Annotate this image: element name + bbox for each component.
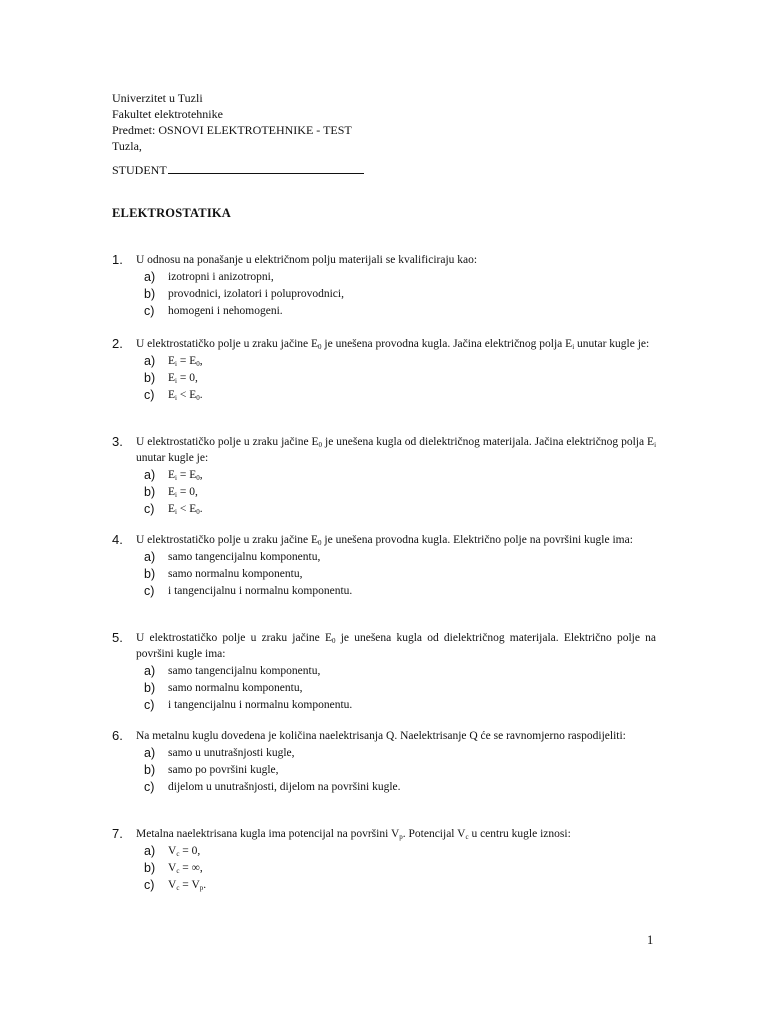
option-text: $V_c = 0$, [168, 845, 201, 858]
option-text: $V_c = V_p$. [168, 879, 207, 892]
question-text: U elektrostatičko polje u zraku jačine $E_0$ je unešena provodna kugla. Jačina električnog polja $E_i$ unutar kugle je: [136, 338, 650, 351]
option-label: a) [144, 746, 156, 760]
question-number: 7. [112, 826, 123, 841]
question-5 [112, 630, 656, 714]
option-text: samo normalnu komponentu, [168, 682, 303, 694]
option-label: a) [144, 468, 156, 482]
answer-options [144, 269, 656, 320]
faculty-name: Fakultet elektrotehnike [112, 107, 223, 121]
question-4 [112, 532, 656, 600]
answer-option [144, 779, 656, 796]
answer-option [144, 697, 656, 714]
question-number: 6. [112, 728, 123, 743]
option-label: c) [144, 584, 155, 598]
answer-option [144, 680, 656, 697]
university-name: Univerzitet u Tuzli [112, 91, 203, 105]
option-text: samo tangencijalnu komponentu, [168, 551, 321, 563]
question-number: 1. [112, 252, 123, 267]
option-text: samo po površini kugle, [168, 764, 279, 776]
answer-options [144, 467, 656, 518]
question-text: Metalna naelektrisana kugla ima potencijal na površini $V_p$. Potencijal $V_c$ u centru kugle iznosi: [136, 828, 571, 841]
student-name-blank [168, 162, 364, 174]
option-text: $E_i < E_0$. [168, 389, 203, 402]
option-label: b) [144, 763, 156, 777]
option-text: $E_i = 0$, [168, 372, 198, 385]
question-text: U elektrostatičko polje u zraku jačine $E_0$ je unešena provodna kugla. Električno polje na površini kugle ima: [136, 534, 633, 547]
answer-option [144, 353, 656, 370]
question-7 [112, 826, 656, 894]
answer-option [144, 303, 656, 320]
option-label: b) [144, 287, 156, 301]
answer-option [144, 286, 656, 303]
answer-option [144, 860, 656, 877]
question-3 [112, 434, 656, 518]
answer-option [144, 745, 656, 762]
question-1 [112, 252, 656, 320]
option-text: $V_c$ = ∞, [168, 862, 203, 875]
answer-option [144, 877, 656, 894]
option-label: a) [144, 844, 156, 858]
option-text: samo u unutrašnjosti kugle, [168, 747, 295, 759]
question-text: U elektrostatičko polje u zraku jačine $E_0$ je unešena kugla od dielektričnog materijala. Električno polje na površini kugle ima: [136, 632, 656, 660]
student-field [112, 162, 364, 178]
question-number: 4. [112, 532, 123, 547]
answer-options [144, 353, 656, 404]
option-text: $E_i < E_0$. [168, 503, 203, 516]
answer-options [144, 745, 656, 796]
option-text: provodnici, izolatori i poluprovodnici, [168, 288, 344, 300]
option-label: b) [144, 485, 156, 499]
question-number: 2. [112, 336, 123, 351]
page-number: 1 [647, 933, 654, 947]
answer-option [144, 663, 656, 680]
answer-option [144, 501, 656, 518]
answer-option [144, 269, 656, 286]
option-text: homogeni i nehomogeni. [168, 305, 283, 317]
answer-option [144, 549, 656, 566]
option-text: $E_i = E_0$, [168, 469, 203, 482]
question-number: 3. [112, 434, 123, 449]
option-text: $E_i = 0$, [168, 486, 198, 499]
answer-option [144, 484, 656, 501]
option-label: c) [144, 502, 155, 516]
answer-option [144, 843, 656, 860]
subject-line: Predmet: OSNOVI ELEKTROTEHNIKE - TEST [112, 123, 352, 137]
option-label: c) [144, 780, 155, 794]
question-text: Na metalnu kuglu dovedena je količina naelektrisanja Q. Naelektrisanje Q će se ravnomjerno raspodijeliti: [136, 730, 626, 742]
option-text: i tangencijalnu i normalnu komponentu. [168, 699, 353, 711]
section-title: ELEKTROSTATIKA [112, 206, 232, 220]
student-label: STUDENT [112, 163, 167, 177]
option-label: c) [144, 878, 155, 892]
option-label: a) [144, 664, 156, 678]
question-number: 5. [112, 630, 123, 645]
answer-option [144, 566, 656, 583]
question-2 [112, 336, 656, 404]
answer-option [144, 467, 656, 484]
question-text: U odnosu na ponašanje u električnom polju materijali se kvalificiraju kao: [136, 254, 478, 266]
option-label: b) [144, 567, 156, 581]
question-text: U elektrostatičko polje u zraku jačine $E_0$ je unešena kugla od dielektričnog materijala. Jačina električnog polja $E_i$ unutar kugle je: [136, 436, 657, 464]
city-line: Tuzla, [112, 139, 142, 153]
answer-options [144, 663, 656, 714]
document-header [112, 90, 352, 154]
answer-options [144, 843, 656, 894]
option-text: izotropni i anizotropni, [168, 271, 274, 283]
option-label: a) [144, 270, 156, 284]
option-text: i tangencijalnu i normalnu komponentu. [168, 585, 353, 597]
option-text: samo tangencijalnu komponentu, [168, 665, 321, 677]
option-label: c) [144, 698, 155, 712]
option-label: a) [144, 354, 156, 368]
option-label: b) [144, 371, 156, 385]
answer-option [144, 387, 656, 404]
option-text: dijelom u unutrašnjosti, dijelom na površini kugle. [168, 781, 401, 793]
option-text: $E_i = E_0$, [168, 355, 203, 368]
answer-option [144, 370, 656, 387]
answer-option [144, 583, 656, 600]
option-label: b) [144, 681, 156, 695]
question-6 [112, 728, 656, 796]
option-text: samo normalnu komponentu, [168, 568, 303, 580]
answer-option [144, 762, 656, 779]
option-label: c) [144, 388, 155, 402]
option-label: a) [144, 550, 156, 564]
option-label: b) [144, 861, 156, 875]
answer-options [144, 549, 656, 600]
option-label: c) [144, 304, 155, 318]
